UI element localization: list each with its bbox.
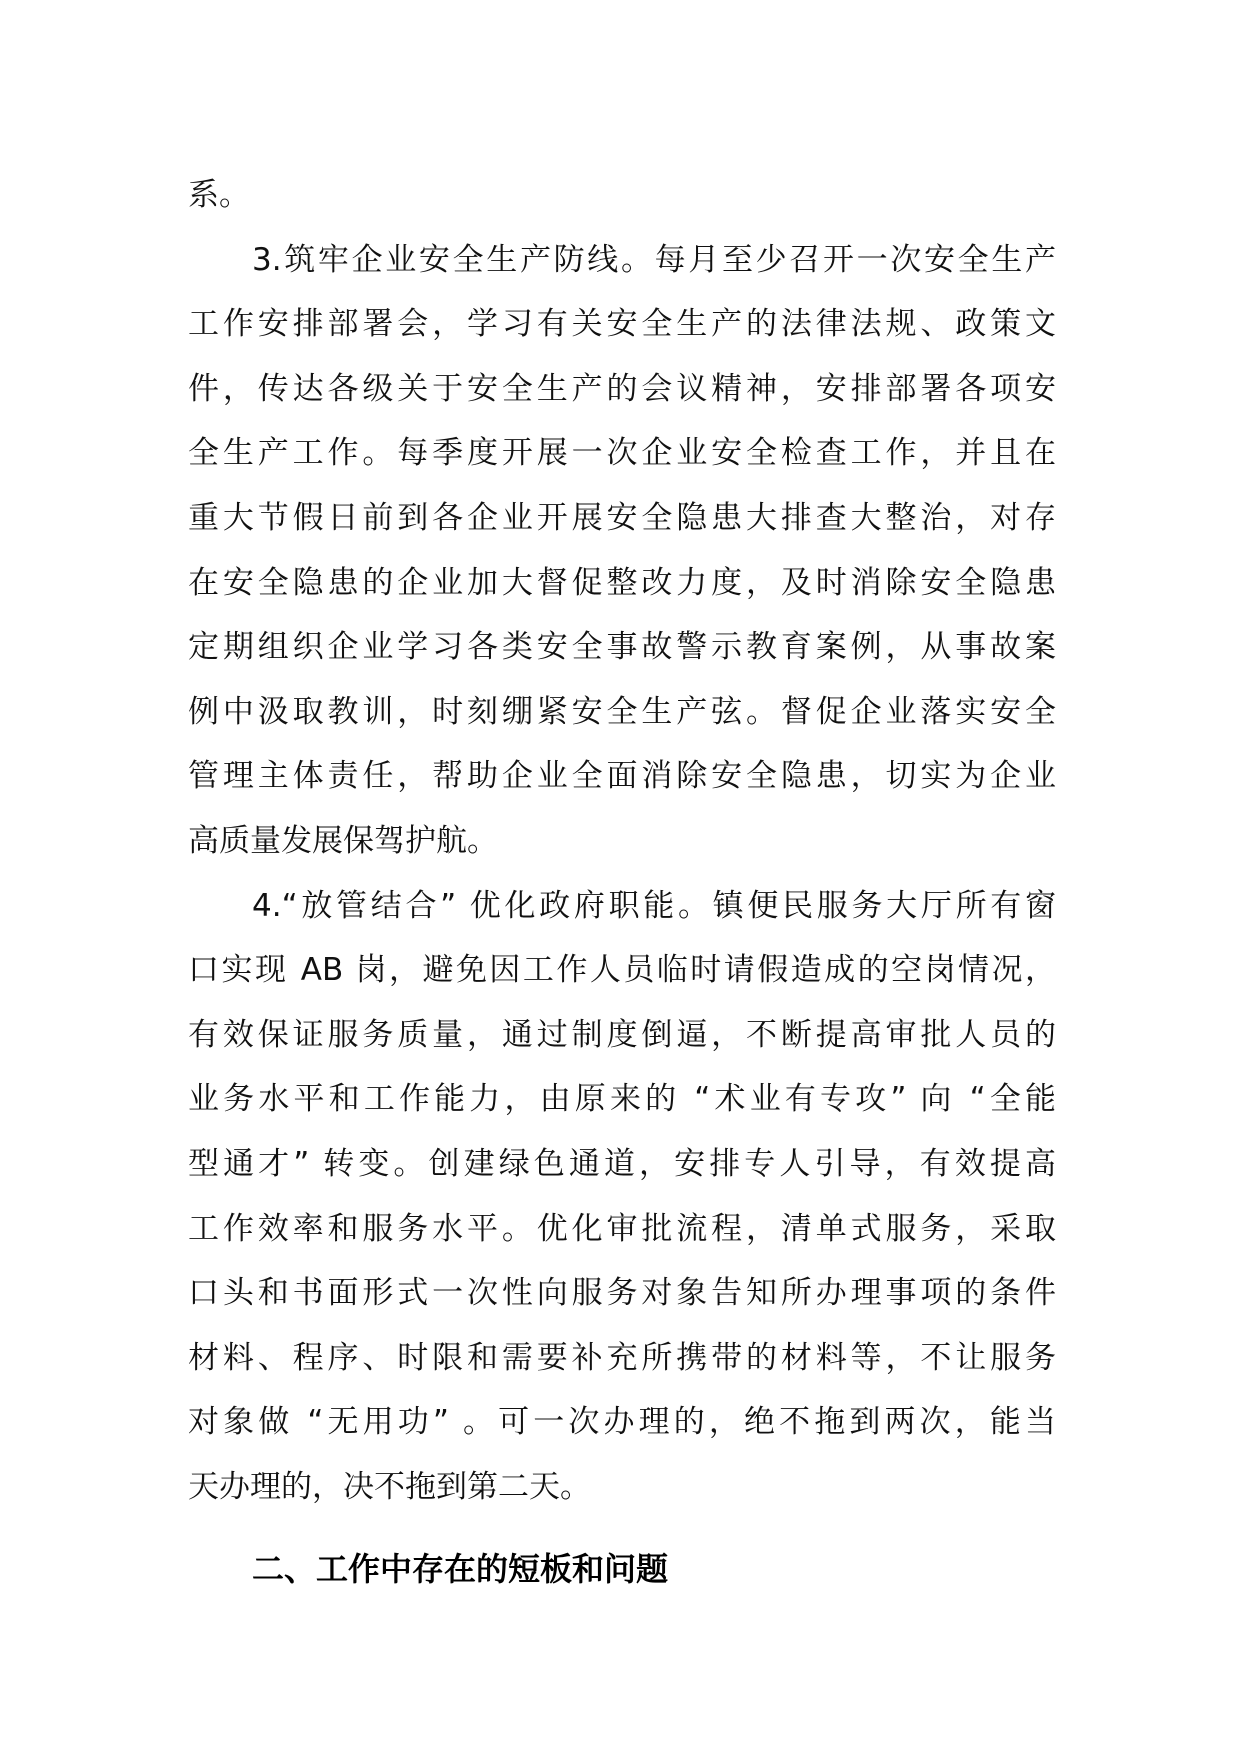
text-line-1: 系。 (188, 177, 250, 213)
text-line-5: 全生产工作。每季度开展一次企业安全检查工作，并且在 (188, 435, 1056, 472)
text-line-13: 口实现 AB 岗，避免因工作人员临时请假造成的空岗情况， (188, 952, 1056, 989)
text-line-4: 件，传达各级关于安全生产的会议精神，安排部署各项安 (188, 370, 1056, 407)
text-line-11: 高质量发展保驾护航。 (188, 822, 498, 859)
text-line-6: 重大节假日前到各企业开展安全隐患大排查大整治，对存 (188, 499, 1056, 536)
text-line-12: 4.“放管结合” 优化政府职能。镇便民服务大厅所有窗 (252, 887, 1056, 924)
text-line-8: 定期组织企业学习各类安全事故警示教育案例，从事故案 (188, 629, 1056, 666)
text-line-21: 天办理的，决不拖到第二天。 (188, 1468, 591, 1505)
text-line-3: 工作安排部署会，学习有关安全生产的法律法规、政策文 (188, 306, 1056, 343)
body-text (188, 163, 1056, 1519)
text-line-19: 材料、程序、时限和需要补充所携带的材料等，不让服务 (188, 1339, 1056, 1376)
text-line-16: 型通才” 转变。创建绿色通道，安排专人引导，有效提高 (188, 1145, 1056, 1182)
text-line-15: 业务水平和工作能力，由原来的 “术业有专攻” 向 “全能 (188, 1081, 1056, 1118)
text-line-20: 对象做 “无用功” 。可一次办理的，绝不拖到两次，能当 (188, 1404, 1056, 1441)
text-line-17: 工作效率和服务水平。优化审批流程，清单式服务，采取 (188, 1210, 1056, 1247)
text-line-9: 例中汲取教训，时刻绷紧安全生产弦。督促企业落实安全 (188, 693, 1056, 730)
text-line-14: 有效保证服务质量，通过制度倒逼，不断提高审批人员的 (188, 1016, 1056, 1053)
text-line-18: 口头和书面形式一次性向服务对象告知所办理事项的条件 (188, 1275, 1056, 1312)
text-line-2: 3.筑牢企业安全生产防线。每月至少召开一次安全生产 (252, 241, 1056, 278)
section-heading: 二、工作中存在的短板和问题 (252, 1550, 669, 1588)
text-line-10: 管理主体责任，帮助企业全面消除安全隐患，切实为企业 (188, 758, 1056, 795)
text-line-7: 在安全隐患的企业加大督促整改力度，及时消除安全隐患 (188, 564, 1056, 601)
